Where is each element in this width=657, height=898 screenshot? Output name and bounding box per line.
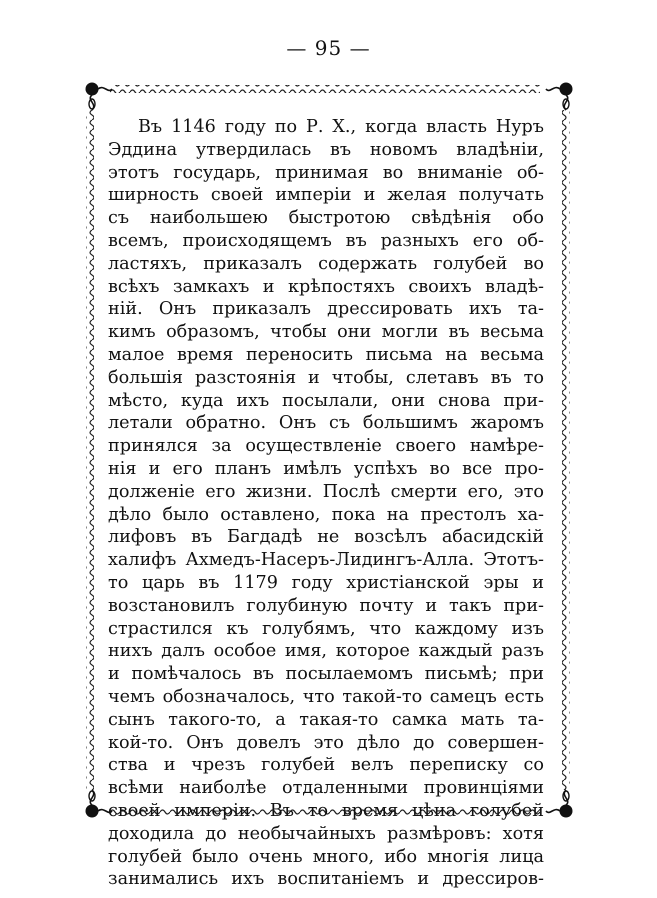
text-line: нiя и его планъ имѣлъ успѣхъ во все про- xyxy=(108,458,544,479)
text-line: летали обратно. Онъ съ большимъ жаромъ xyxy=(108,413,544,434)
text-line: этотъ государь, принимая во вниманiе об- xyxy=(108,162,544,183)
text-line: малое время переносить письма на весьма xyxy=(108,344,544,365)
text-line: дѣло было оставлено, пока на престолъ ха- xyxy=(108,504,544,525)
text-line: своей имперiи. Въ то время цѣна голубей xyxy=(108,800,544,821)
text-line: ластяхъ, приказалъ содержать голубей во xyxy=(108,253,544,274)
corner-ornament-top-left xyxy=(86,83,113,111)
text-line: чемъ обозначалось, что такой-то самецъ есть xyxy=(108,686,544,707)
text-line: голубей было очень много, ибо многiя лица xyxy=(108,846,544,867)
text-line: съ наибольшею быстротою свѣдѣнiя обо xyxy=(108,208,544,229)
page-number: — 95 — xyxy=(286,36,371,60)
text-line: Эддина утвердилась въ новомъ владѣнiи, xyxy=(108,139,544,160)
text-line: нихъ далъ особое имя, которое каждый разъ xyxy=(108,641,544,662)
text-line: сынъ такого-то, а такая-то самка мать та- xyxy=(108,709,544,730)
body-text xyxy=(108,116,544,891)
text-line: ширность своей имперiи и желая получать xyxy=(108,185,544,206)
text-line: и помѣчалось въ посылаемомъ письмѣ; при xyxy=(108,664,544,685)
top-border xyxy=(110,85,540,93)
text-line: всемъ, происходящемъ въ разныхъ его об- xyxy=(108,230,544,251)
text-line: долженiе его жизни. Послѣ смерти его, это xyxy=(108,481,544,502)
text-line: всѣхъ замкахъ и крѣпостяхъ своихъ владѣ- xyxy=(108,276,544,297)
text-line: халифъ Ахмедъ-Насеръ-Лидингъ-Алла. Этотъ- xyxy=(108,550,544,571)
text-line: Въ 1146 году по Р. X., когда власть Нуръ xyxy=(138,117,544,137)
text-line: принялся за осуществленiе своего намѣре- xyxy=(108,436,544,457)
text-line: всѣми наиболѣе отдаленными провинцiями xyxy=(108,778,544,799)
text-line: нiй. Онъ приказалъ дрессировать ихъ та- xyxy=(108,299,544,320)
text-line: мѣсто, куда ихъ посылали, они снова при- xyxy=(108,390,544,411)
text-line: занимались ихъ воспитанiемъ и дрессиров- xyxy=(108,869,544,890)
left-border xyxy=(86,110,94,790)
text-line: кой-то. Онъ довелъ это дѣло до совершен- xyxy=(108,732,544,753)
corner-ornament-top-right xyxy=(546,83,573,111)
text-line: то царь въ 1179 году христiанской эры и xyxy=(108,572,544,593)
text-line: доходила до необычайныхъ размѣровъ: хотя xyxy=(108,823,544,844)
text-line: лифовъ въ Багдадѣ не возсѣлъ абасидскiй xyxy=(108,527,544,548)
text-line: кимъ образомъ, чтобы они могли въ весьма xyxy=(108,322,544,343)
text-line: возстановилъ голубиную почту и такъ при- xyxy=(108,595,544,616)
corner-ornament-bottom-right xyxy=(546,790,573,818)
text-line: страстился къ голубямъ, что каждому изъ xyxy=(108,618,544,639)
right-border xyxy=(562,110,570,790)
text-line: ства и чрезъ голубей велъ переписку со xyxy=(108,755,544,776)
text-line: большiя разстоянiя и чтобы, слетавъ въ то xyxy=(108,367,544,388)
